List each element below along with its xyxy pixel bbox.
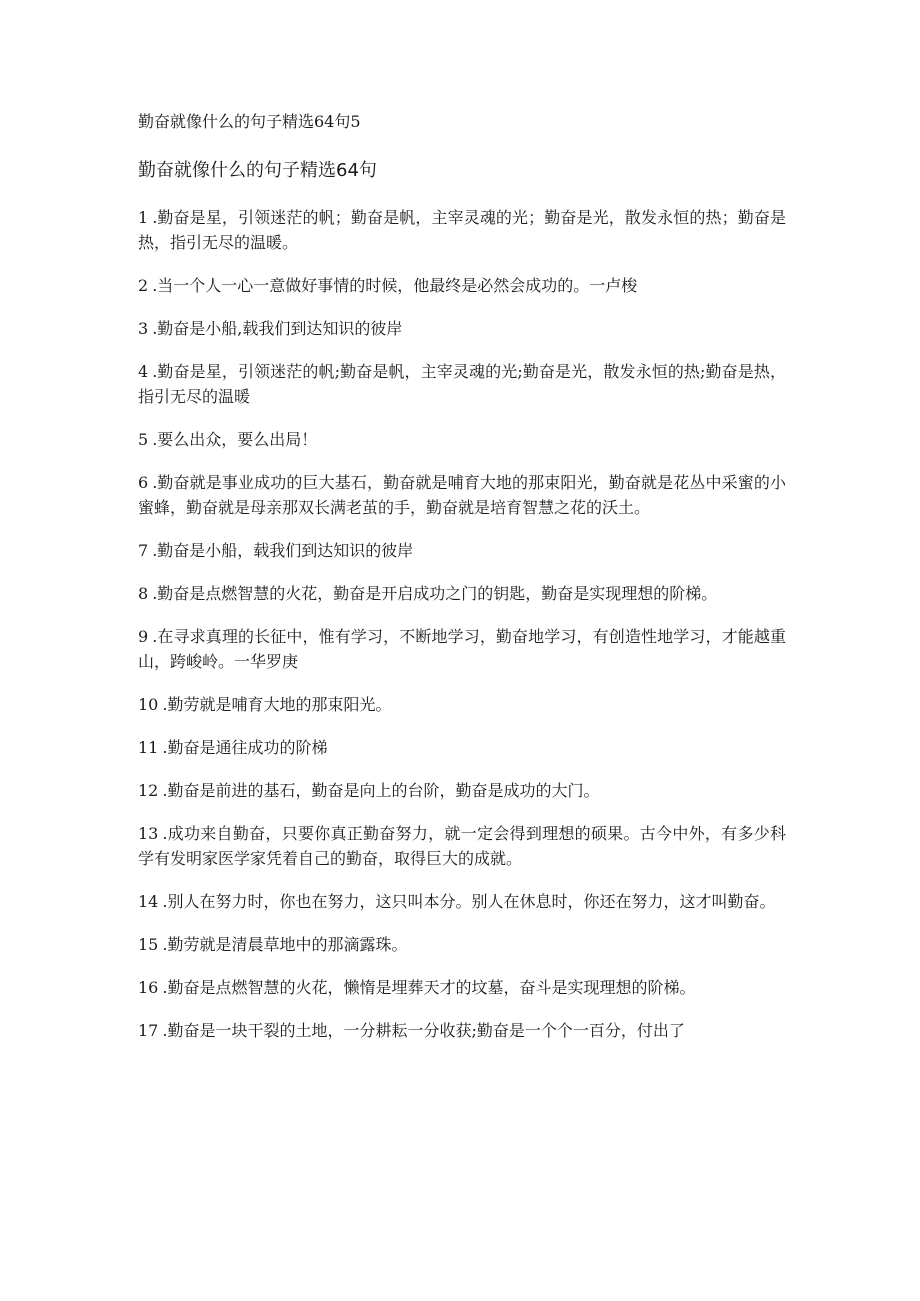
item-number: 6	[138, 473, 149, 492]
item-text: .勤奋是点燃智慧的火花，勤奋是开启成功之门的钥匙，勤奋是实现理想的阶梯。	[152, 584, 718, 603]
item-number: 4	[138, 362, 149, 381]
document-header: 勤奋就像什么的句子精选64句5	[138, 112, 361, 131]
list-item	[138, 692, 786, 717]
item-number: 2	[138, 276, 149, 295]
item-number: 8	[138, 584, 149, 603]
item-text: .当一个人一心一意做好事情的时候，他最终是必然会成功的。一卢梭	[152, 276, 638, 295]
list-item	[138, 316, 786, 341]
list-item	[138, 624, 786, 674]
list-item	[138, 427, 786, 452]
list-item	[138, 538, 786, 563]
item-text: .要么出众，要么出局！	[152, 430, 318, 449]
item-text: .勤奋是小船,载我们到达知识的彼岸	[152, 319, 403, 338]
item-text: .勤劳就是哺育大地的那束阳光。	[162, 695, 392, 714]
sentence-list	[138, 205, 786, 1061]
item-text: .勤奋就是事业成功的巨大基石，勤奋就是哺育大地的那束阳光，勤奋就是花丛中采蜜的小蜜蜂，勤奋就是母亲那双长满老茧的手，勤奋就是培育智慧之花的沃土。	[138, 473, 786, 517]
item-text: .在寻求真理的长征中，惟有学习，不断地学习，勤奋地学习，有创造性地学习，才能越重山，跨峻岭。一华罗庚	[138, 627, 786, 671]
list-item	[138, 778, 786, 803]
item-number: 1	[138, 208, 149, 227]
item-text: .别人在努力时，你也在努力，这只叫本分。别人在休息时，你还在努力，这才叫勤奋。	[162, 892, 776, 911]
list-item	[138, 932, 786, 957]
item-text: .勤奋是星，引领迷茫的帆；勤奋是帆，主宰灵魂的光；勤奋是光，散发永恒的热；勤奋是热，指引无尽的温暖。	[138, 208, 786, 252]
list-item	[138, 470, 786, 520]
item-number: 3	[138, 319, 149, 338]
item-text: .成功来自勤奋，只要你真正勤奋努力，就一定会得到理想的硕果。古今中外，有多少科学有发明家医学家凭着自己的勤奋，取得巨大的成就。	[138, 824, 786, 868]
item-number: 11	[138, 738, 159, 757]
item-number: 16	[138, 978, 159, 997]
document-title: 勤奋就像什么的句子精选64句	[138, 160, 377, 181]
list-item	[138, 975, 786, 1000]
item-text: .勤奋是通往成功的阶梯	[162, 738, 328, 757]
item-text: .勤劳就是清晨草地中的那滴露珠。	[162, 935, 408, 954]
item-number: 10	[138, 695, 159, 714]
item-text: .勤奋是星，引领迷茫的帆;勤奋是帆，主宰灵魂的光;勤奋是光，散发永恒的热;勤奋是热，指引无尽的温暖	[138, 362, 786, 406]
item-number: 7	[138, 541, 149, 560]
item-number: 17	[138, 1021, 159, 1040]
item-text: .勤奋是小船，载我们到达知识的彼岸	[152, 541, 414, 560]
item-number: 12	[138, 781, 159, 800]
list-item	[138, 1018, 786, 1043]
list-item	[138, 735, 786, 760]
item-number: 15	[138, 935, 159, 954]
item-text: .勤奋是一块干裂的土地，一分耕耘一分收获;勤奋是一个个一百分，付出了	[162, 1021, 685, 1040]
list-item	[138, 205, 786, 255]
item-text: .勤奋是点燃智慧的火花，懒惰是埋葬天才的坟墓，奋斗是实现理想的阶梯。	[162, 978, 696, 997]
item-number: 14	[138, 892, 159, 911]
list-item	[138, 889, 786, 914]
item-number: 9	[138, 627, 149, 646]
item-number: 13	[138, 824, 159, 843]
list-item	[138, 359, 786, 409]
item-number: 5	[138, 430, 149, 449]
item-text: .勤奋是前进的基石，勤奋是向上的台阶，勤奋是成功的大门。	[162, 781, 600, 800]
list-item	[138, 821, 786, 871]
list-item	[138, 273, 786, 298]
list-item	[138, 581, 786, 606]
